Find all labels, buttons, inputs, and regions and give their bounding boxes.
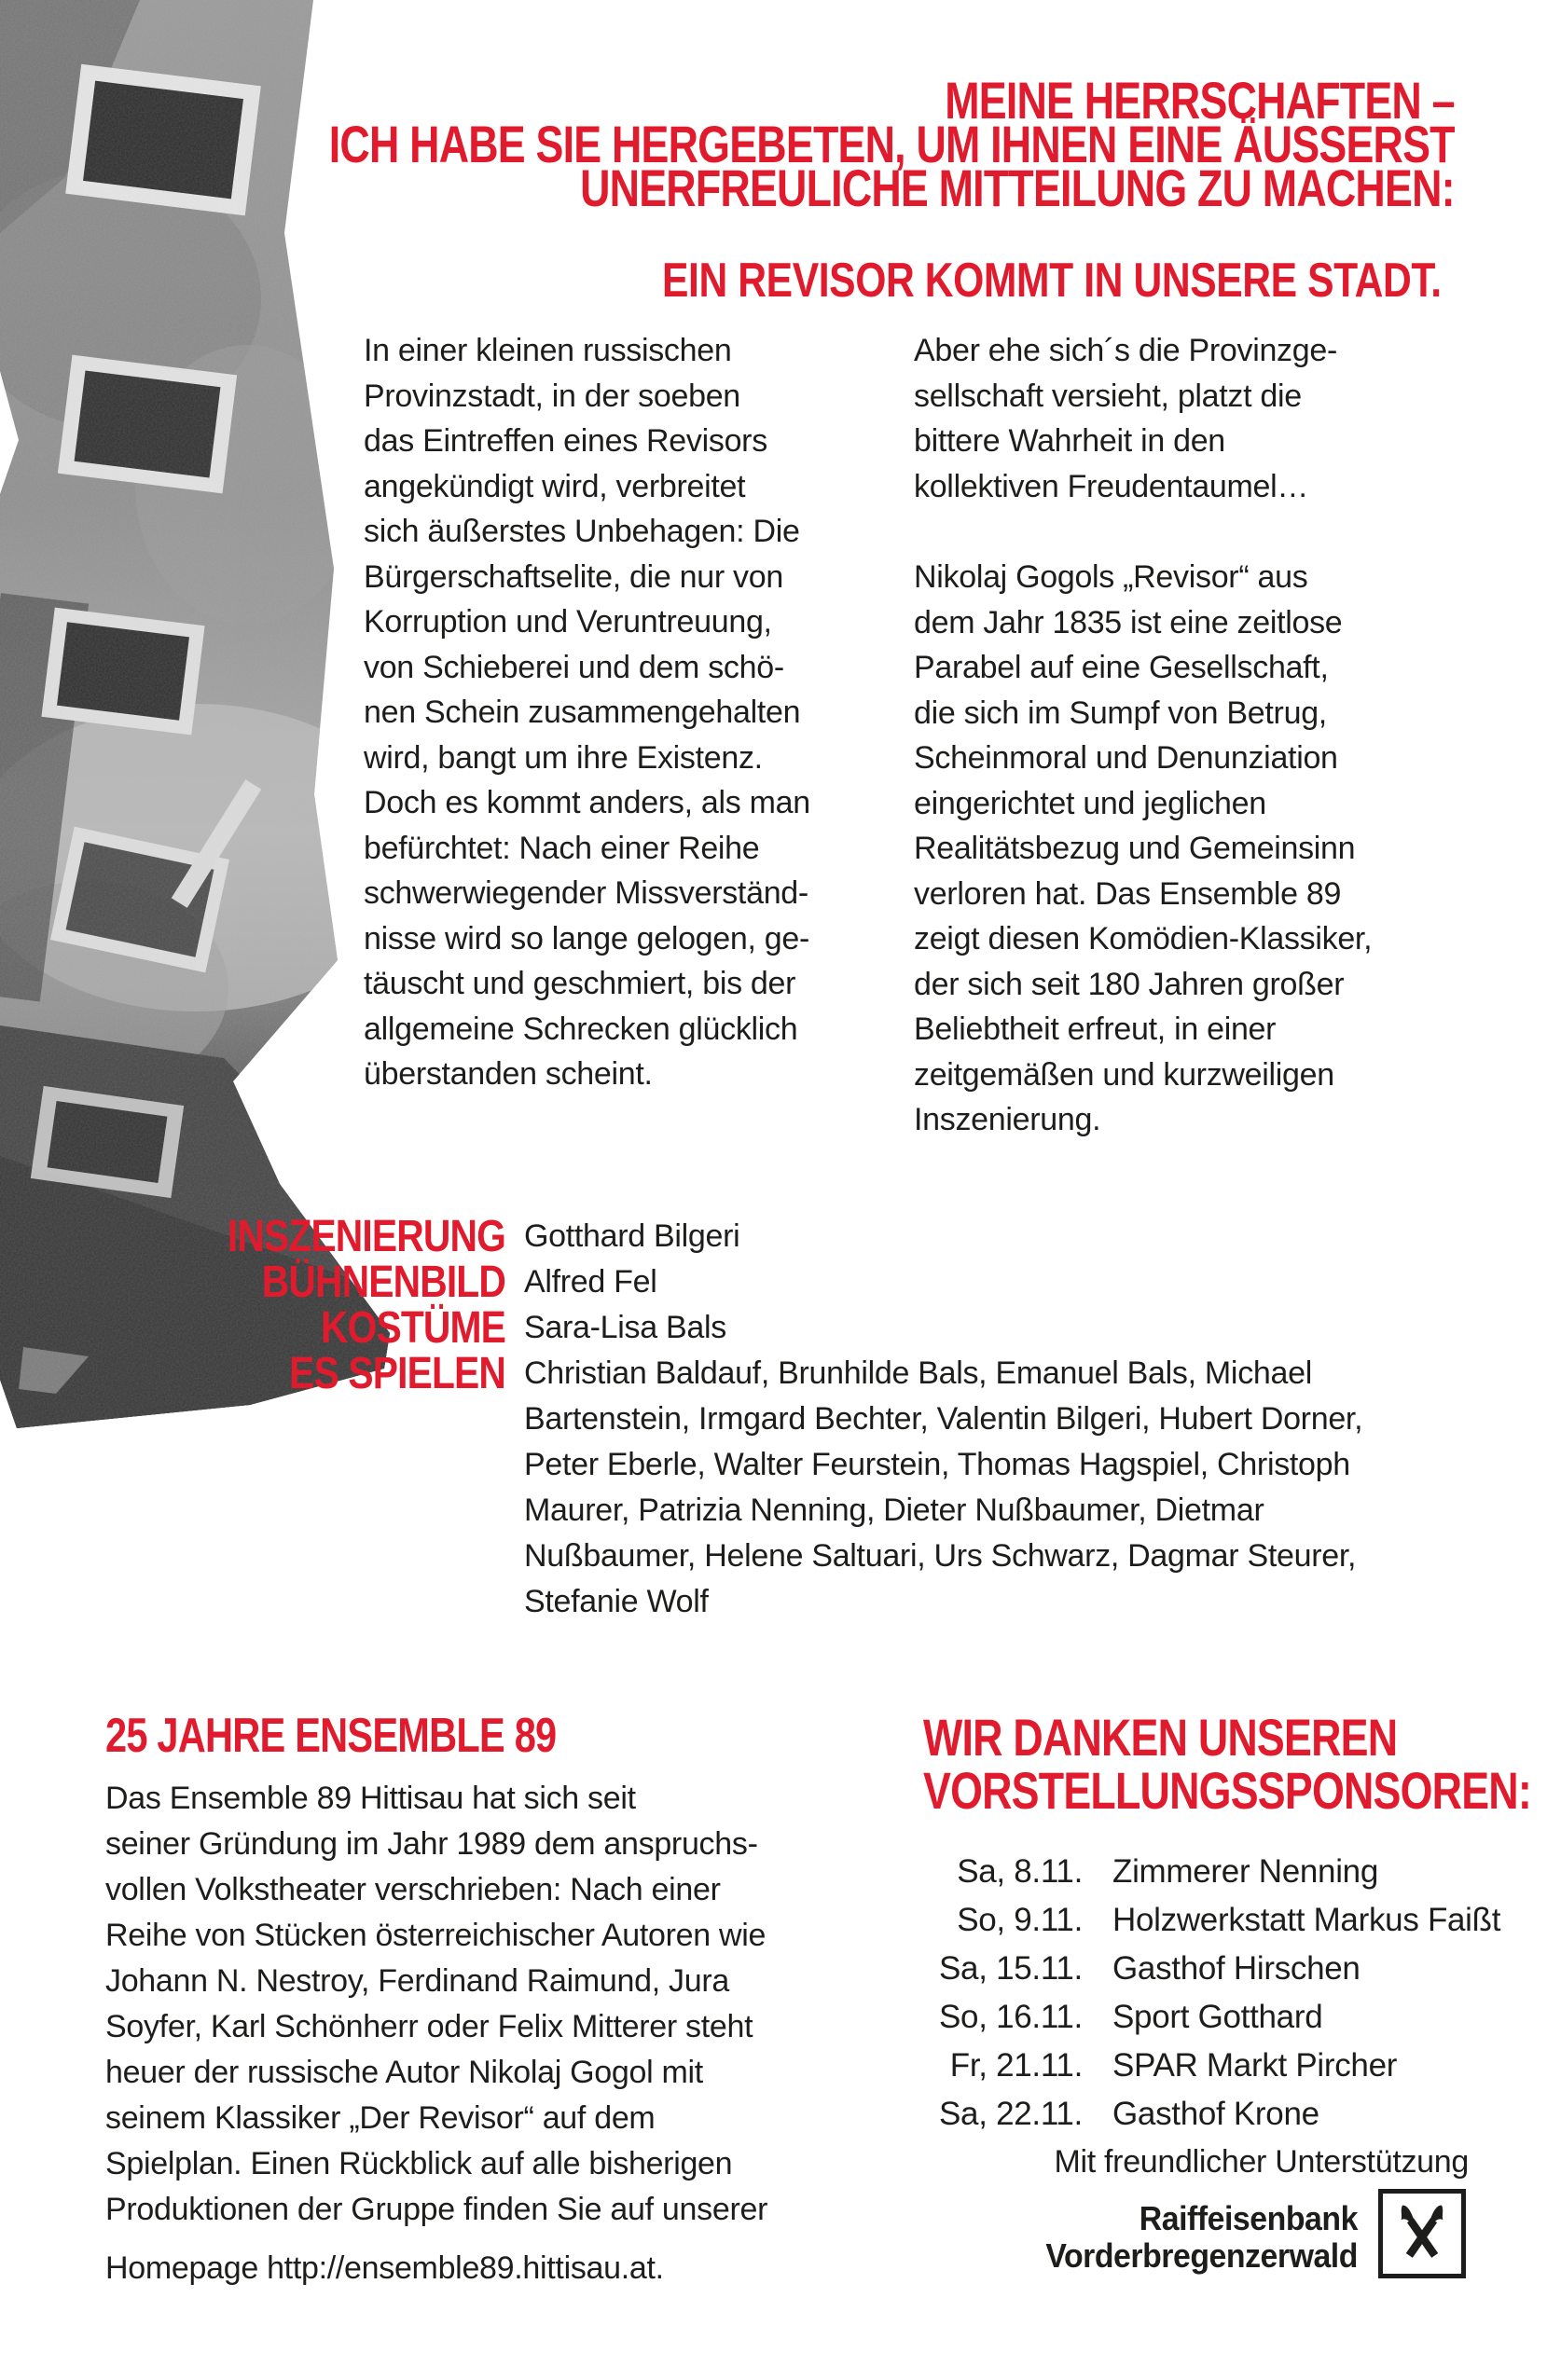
text-line: allgemeine Schrecken glücklich [364,1011,798,1047]
sponsor-name: Sport Gotthard [1112,1999,1323,2035]
text-line: sich äußerstes Unbehagen: Die [364,514,800,549]
sponsor-date: So, 9.11. [957,1902,1083,1938]
text-line: UNERFREULICHE MITTEILUNG ZU MACHEN: [580,158,1455,217]
text-line: nen Schein zusammengehalten [364,695,801,730]
raiffeisen-giebelkreuz-icon [1378,2189,1466,2278]
credit-value-inszenierung: Gotthard Bilgeri [524,1218,740,1254]
sponsors-table [926,1848,1500,2139]
text-line: Korruption und Veruntreuung, [364,604,772,640]
text-line: verloren hat. Das Ensemble 89 [914,875,1342,912]
subheadline: EIN REVISOR KOMMT IN UNSERE STADT. [662,254,1442,308]
text-line: Bürgerschaftselite, die nur von [364,558,783,595]
sponsor-date: Fr, 21.11. [949,2047,1083,2084]
text-line: Provinzstadt, in der soeben [364,378,740,414]
text-line: von Schieberei und dem schö- [364,649,784,685]
sponsors-heading [923,1708,1531,1820]
text-line: schwerwiegender Missverständ- [364,875,808,911]
about-paragraph [105,1776,767,2233]
synopsis [364,328,1453,1143]
text-line: Produktionen der Gruppe finden Sie auf unserer [105,2192,768,2227]
text-line: überstanden scheint. [364,1056,653,1092]
synopsis-left-column [364,328,888,1143]
text-line: das Eintreffen eines Revisors [364,423,767,459]
sponsor-name: Gasthof Krone [1112,2096,1319,2132]
credit-value-cast-list [524,1351,1362,1625]
text-line: seiner Gründung im Jahr 1989 dem anspruchs- [105,1826,758,1862]
text-line: Scheinmoral und Denunziation [914,740,1338,776]
text-line: der sich seit 180 Jahren großer [914,966,1345,1002]
text-line: angekündigt wird, verbreitet [364,468,746,504]
about-body [105,1776,767,2291]
text-line: Christian Baldauf, Brunhilde Bals, Emanuel Bals, Michael [524,1355,1312,1391]
text-line: Inszenierung. [914,1102,1101,1137]
sponsor-date: So, 16.11. [939,1999,1083,2035]
sponsor-name: Holzwerkstatt Markus Faißt [1112,1902,1501,1938]
synopsis-right-paragraph-1 [914,328,1453,509]
text-line: zeitgemäßen und kurzweiligen [914,1056,1334,1093]
bank-name-line-1: Raiffeisenbank [1139,2199,1358,2237]
credit-value-buehnenbild: Alfred Fel [524,1264,657,1300]
text-line: Das Ensemble 89 Hittisau hat sich seit [105,1781,636,1816]
text-line: wird, bangt um ihre Existenz. [364,739,763,776]
text-line: Doch es kommt anders, als man [364,785,810,820]
credit-value-kostueme: Sara-Lisa Bals [524,1310,726,1345]
sponsor-name: SPAR Markt Pircher [1112,2047,1398,2084]
text-line: Spielplan. Einen Rückblick auf alle bisherigen [105,2146,733,2181]
text-line: Johann N. Nestroy, Ferdinand Raimund, Jura [105,1963,729,1999]
text-line: zeigt diesen Komödien-Klassiker, [914,921,1373,956]
bank-name [1045,2200,1358,2275]
text-line: kollektiven Freudentaumel… [914,468,1309,504]
sponsor-date: Sa, 15.11. [939,1950,1083,1987]
text-line: Beliebtheit erfreut, in einer [914,1011,1277,1047]
text-line: Parabel auf eine Gesellschaft, [914,650,1329,685]
text-line: sellschaft versieht, platzt die [914,378,1302,414]
text-line: ICH HABE SIE HERGEBETEN, UM IHNEN EINE ÄUSSERST [329,115,1455,173]
text-line: befürchtet: Nach einer Reihe [364,830,760,866]
sponsor-name: Gasthof Hirschen [1112,1950,1361,1987]
text-line: dem Jahr 1835 ist eine zeitlose [914,604,1343,640]
bank-sponsor-block [1026,2189,1466,2278]
text-line: vollen Volkstheater verschrieben: Nach einer [105,1872,721,1907]
sponsor-date: Sa, 8.11. [957,1853,1083,1890]
credit-label-kostueme: KOSTÜME [320,1303,505,1353]
text-line: nisse wird so lange gelogen, ge- [364,920,810,956]
text-line: Peter Eberle, Walter Feurstein, Thomas Hagspiel, Christoph [524,1447,1350,1482]
about-heading: 25 JAHRE ENSEMBLE 89 [105,1709,557,1763]
text-line: die sich im Sumpf von Betrug, [914,695,1327,731]
text-line: bittere Wahrheit in den [914,423,1225,459]
credit-label-buehnenbild: BÜHNENBILD [261,1258,505,1307]
synopsis-right-column [914,328,1453,1143]
text-line: Nußbaumer, Helene Saltuari, Urs Schwarz, Dagmar Steurer, [524,1538,1357,1574]
credits-block [140,1214,1362,1625]
text-line: Reihe von Stücken österreichischer Autoren wie [105,1918,767,1953]
text-line: VORSTELLUNGSSPONSOREN: [923,1761,1531,1820]
text-line: Maurer, Patrizia Nenning, Dieter Nußbaumer, Dietmar [524,1493,1264,1528]
homepage-url-line: Homepage http://ensemble89.hittisau.at. [105,2250,664,2286]
bank-name-line-2: Vorderbregenzerwald [1045,2236,1358,2275]
headline-lines [329,71,1455,217]
credit-label-es-spielen: ES SPIELEN [289,1349,505,1398]
synopsis-right-paragraph-2 [914,555,1453,1143]
sponsor-name: Zimmerer Nenning [1112,1853,1379,1890]
text-line: Realitätsbezug und Gemeinsinn [914,831,1356,866]
text-line: Aber ehe sich´s die Provinzge- [914,333,1338,368]
text-line: täuscht und geschmiert, bis der [364,966,796,1001]
support-note: Mit freundlicher Unterstützung [1054,2144,1469,2180]
text-line: Soyfer, Karl Schönherr oder Felix Mitterer steht [105,2009,753,2044]
credit-label-inszenierung: INSZENIERUNG [227,1212,505,1261]
headline-block [48,71,1455,308]
text-line: Bartenstein, Irmgard Bechter, Valentin Bilgeri, Hubert Dorner, [524,1401,1363,1437]
text-line: MEINE HERRSCHAFTEN – [945,71,1455,130]
text-line: heuer der russische Autor Nikolaj Gogol mit [105,2055,703,2090]
text-line: eingerichtet und jeglichen [914,785,1266,821]
sponsor-date: Sa, 22.11. [939,2096,1083,2132]
text-line: seinem Klassiker „Der Revisor“ auf dem [105,2100,656,2136]
text-line: Nikolaj Gogols „Revisor“ aus [914,559,1308,595]
text-line: Stefanie Wolf [524,1584,709,1619]
text-line: In einer kleinen russischen [364,333,732,368]
text-line: WIR DANKEN UNSEREN [923,1708,1398,1767]
